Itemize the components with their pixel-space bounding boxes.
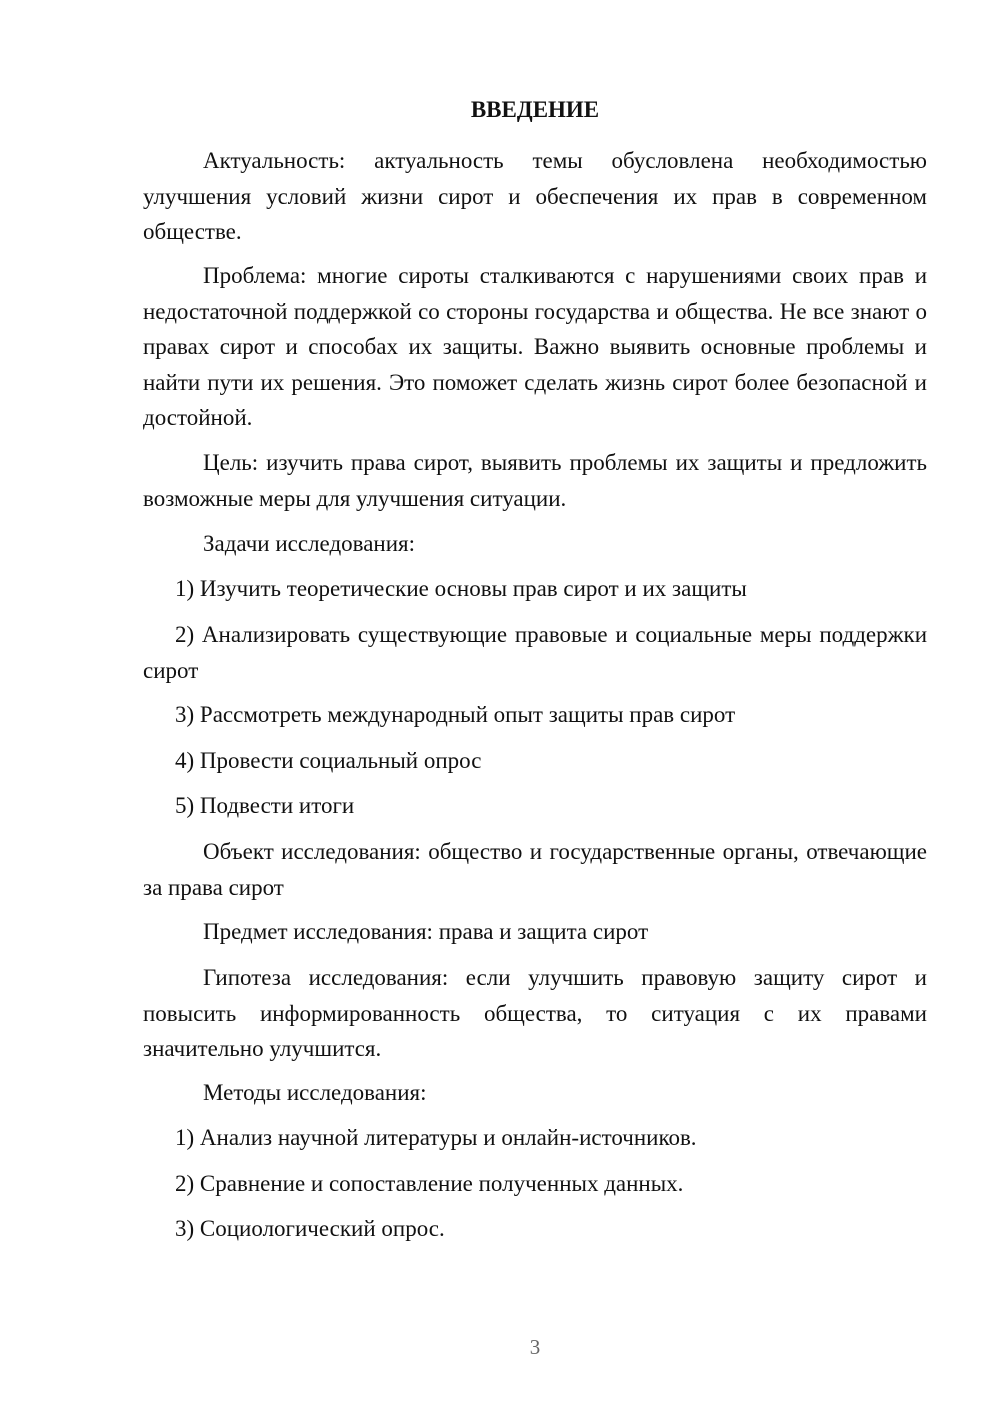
tasks-title: Задачи исследования: [203,531,416,556]
relevance-paragraph: Актуальность: актуальность темы обусловлена необходимостью улучшения условий жизни сирот и обеспечения их прав в современном обществе. [143,148,927,244]
method-item-1: 1) Анализ научной литературы и онлайн-источников. [175,1125,697,1150]
methods-title: Методы исследования: [203,1080,427,1105]
goal-paragraph: Цель: изучить права сирот, выявить проблемы их защиты и предложить возможные меры для улучшения ситуации. [143,450,927,511]
task-item-4: 4) Провести социальный опрос [175,748,482,773]
section-heading: ВВЕДЕНИЕ [470,97,600,122]
page-number: 3 [529,1335,541,1359]
object-paragraph: Объект исследования: общество и государственные органы, отвечающие за права сирот [143,839,927,900]
task-item-3: 3) Рассмотреть международный опыт защиты прав сирот [175,702,736,727]
task-item-2: 2) Анализировать существующие правовые и социальные меры поддержки сирот [143,622,927,683]
problem-paragraph: Проблема: многие сироты сталкиваются с нарушениями своих прав и недостаточной поддержкой со стороны государства и общества. Не все знают о правах сирот и способах их защиты. Важно выявить основные проблемы и найти пути их решения. Это поможет сделать жизнь сирот более безопасной и достойной. [143,263,927,430]
method-item-2: 2) Сравнение и сопоставление полученных данных. [175,1171,684,1196]
subject-paragraph: Предмет исследования: права и защита сирот [203,919,649,944]
task-item-5: 5) Подвести итоги [175,793,355,818]
method-item-3: 3) Социологический опрос. [175,1216,445,1241]
task-item-1: 1) Изучить теоретические основы прав сирот и их защиты [175,576,747,601]
hypothesis-paragraph: Гипотеза исследования: если улучшить правовую защиту сирот и повысить информированность общества, то ситуация с их правами значительно улучшится. [143,965,927,1061]
